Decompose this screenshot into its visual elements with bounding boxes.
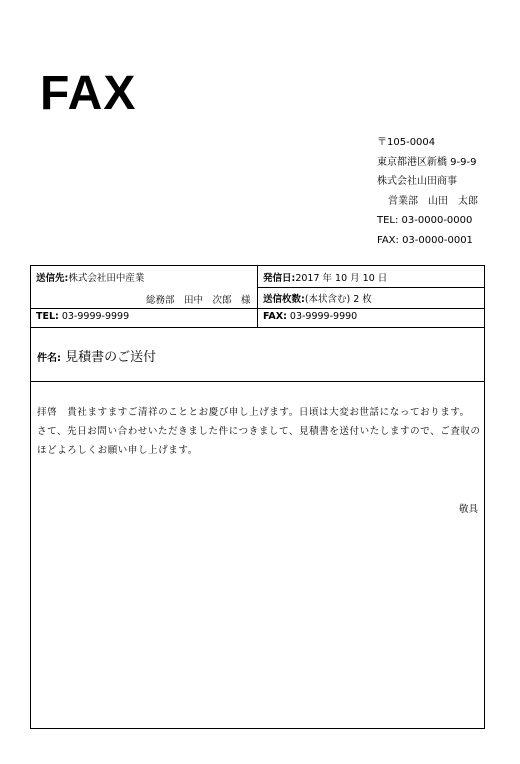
send-date-label: 発信日:	[263, 273, 296, 284]
fax-cover-form	[30, 265, 485, 729]
closing-remark: 敬具	[458, 504, 478, 515]
fax-title: FAX	[40, 67, 137, 120]
recipient-person: 総務部 田中 次郎 様	[146, 295, 251, 306]
recipient-fax-value: 03-9999-9990	[286, 311, 358, 322]
sender-address: 東京都港区新橋 9-9-9	[377, 156, 477, 168]
recipient-label: 送信先:	[36, 273, 69, 284]
recipient-fax	[263, 311, 357, 322]
recipient-company-value: 株式会社田中産業	[68, 273, 145, 284]
page-count-value: (本状含む) 2 枚	[304, 294, 372, 305]
page-count	[263, 291, 372, 305]
recipient-company	[36, 270, 144, 284]
sender-fax: FAX: 03-0000-0001	[377, 234, 473, 246]
send-date-value: 2017 年 10 月 10 日	[295, 273, 388, 284]
subject-value: 見積書のご送付	[61, 350, 157, 365]
message-paragraph-1: 拝啓 貴社ますますご清祥のこととお慶び申し上げます。日頃は大変お世話になっております。	[37, 407, 470, 418]
recipient-fax-label: FAX:	[263, 311, 287, 322]
column-divider-tel-fax	[257, 308, 258, 327]
page-count-label: 送信枚数:	[263, 294, 305, 305]
sender-tel: TEL: 03-0000-0000	[377, 215, 473, 226]
sender-block	[377, 133, 478, 250]
row-divider-tel	[31, 327, 484, 328]
row-divider-subject	[31, 381, 484, 382]
sender-company: 株式会社山田商事	[377, 176, 457, 187]
subject-label: 件名:	[37, 353, 61, 364]
row-divider-right	[257, 287, 484, 288]
sender-postal-code: 〒105-0004	[377, 137, 436, 148]
recipient-tel	[36, 311, 129, 322]
send-date	[263, 270, 387, 284]
message-body	[37, 403, 481, 460]
recipient-tel-label: TEL:	[36, 311, 59, 322]
subject-line	[37, 346, 156, 365]
message-paragraph-2: さて、先日お問い合わせいただきました件につきまして、見積書を送付いたしますので、ご査収のほどよろしくお願い申し上げます。	[37, 426, 481, 456]
recipient-tel-value: 03-9999-9999	[58, 311, 130, 322]
sender-person: 営業部 山田 太郎	[388, 195, 478, 207]
